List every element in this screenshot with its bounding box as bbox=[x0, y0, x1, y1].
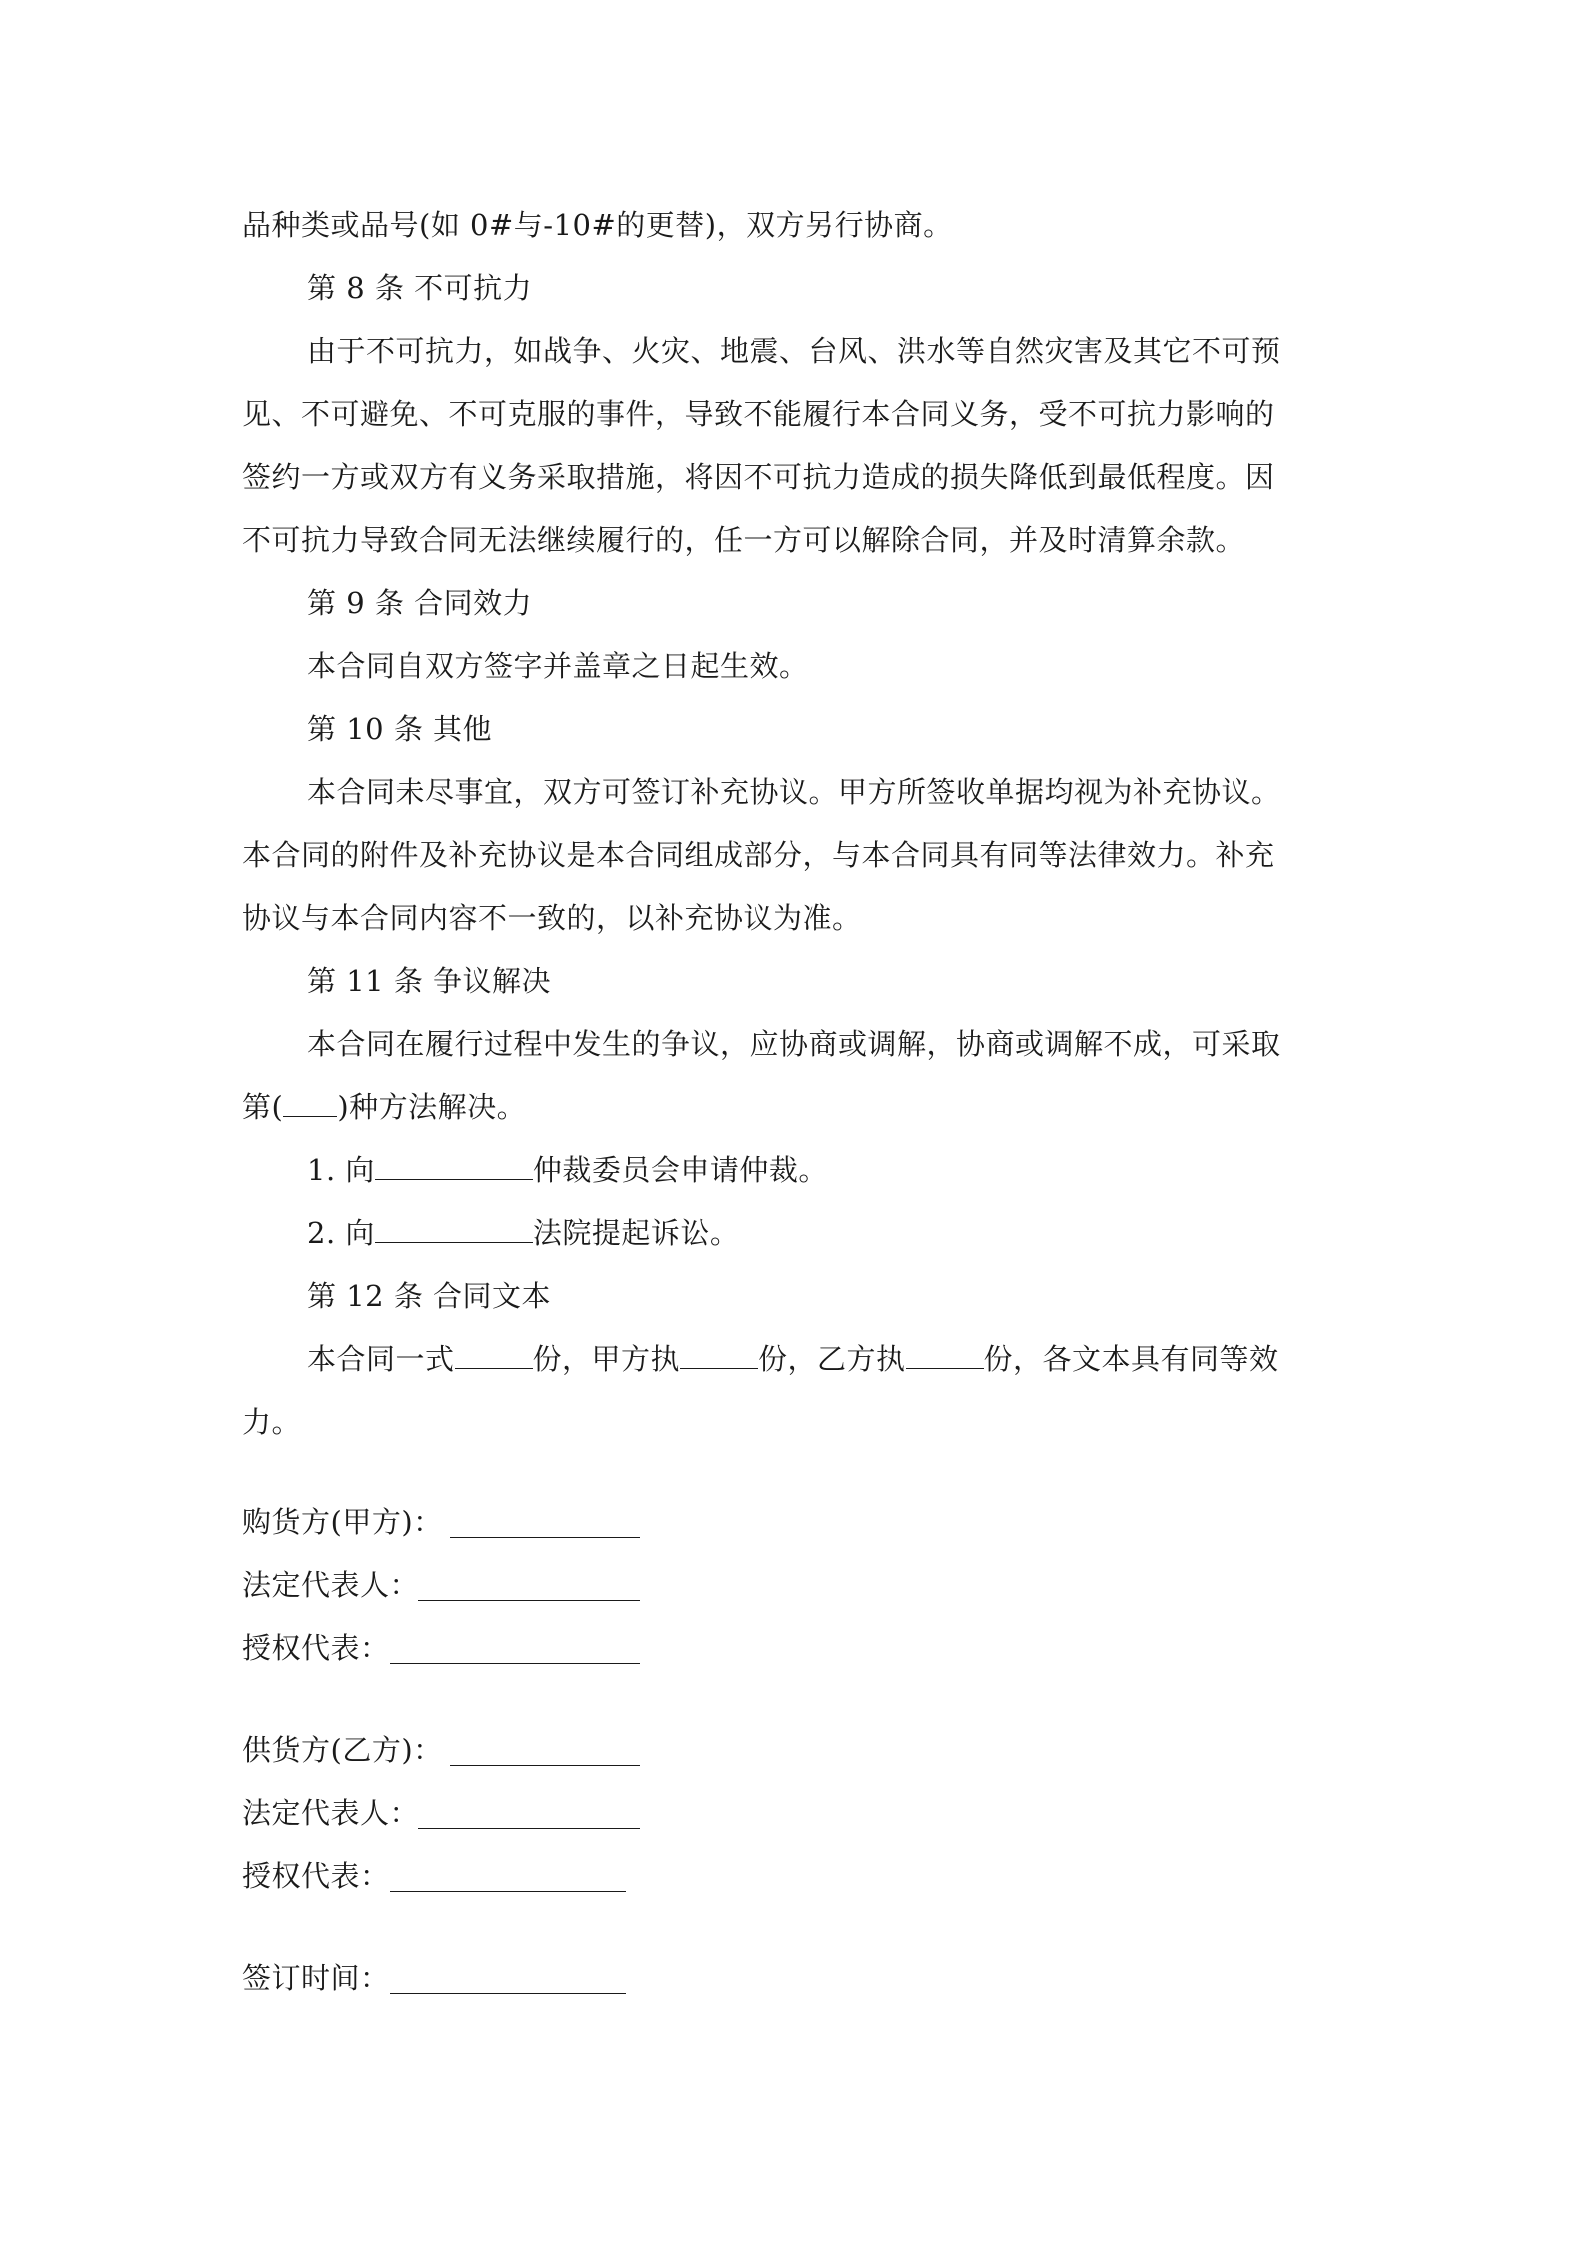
article-10-title: 第 10 条 其他 bbox=[307, 712, 493, 746]
arbitration-option bbox=[307, 1150, 828, 1190]
supplier-legal-rep-label: 法定代表人： bbox=[242, 1796, 420, 1830]
copies-text-4: 份，各文本具有同等效 bbox=[983, 1342, 1279, 1376]
supplier-auth-rep-blank[interactable] bbox=[390, 1890, 626, 1892]
article-11-line-2-suffix: )种方法解决。 bbox=[337, 1090, 527, 1124]
paragraph-continuation: 品种类或品号(如 0#与-10#的更替)，双方另行协商。 bbox=[242, 208, 953, 242]
article-11-line-2 bbox=[242, 1087, 526, 1127]
copies-text-1: 本合同一式 bbox=[307, 1342, 455, 1376]
party-b-copies-blank[interactable] bbox=[906, 1340, 984, 1369]
arbitration-option-suffix: 仲裁委员会申请仲裁。 bbox=[532, 1153, 828, 1187]
article-8-title: 第 8 条 不可抗力 bbox=[307, 271, 533, 305]
supplier-party-blank[interactable] bbox=[450, 1764, 640, 1766]
article-11-title: 第 11 条 争议解决 bbox=[307, 964, 552, 998]
buyer-legal-rep-blank[interactable] bbox=[418, 1599, 640, 1601]
buyer-auth-rep-blank[interactable] bbox=[390, 1662, 640, 1664]
article-9-line-1: 本合同自双方签字并盖章之日起生效。 bbox=[307, 649, 809, 683]
litigation-option-prefix: 2. 向 bbox=[307, 1216, 375, 1250]
copies-text-2: 份，甲方执 bbox=[532, 1342, 681, 1376]
article-12-title: 第 12 条 合同文本 bbox=[307, 1279, 552, 1313]
article-8-line-4: 不可抗力导致合同无法继续履行的，任一方可以解除合同，并及时清算余款。 bbox=[242, 523, 1246, 557]
article-8-line-2: 见、不可避免、不可克服的事件，导致不能履行本合同义务，受不可抗力影响的 bbox=[242, 397, 1275, 431]
method-choice-blank[interactable] bbox=[283, 1088, 337, 1117]
article-8-line-3: 签约一方或双方有义务采取措施，将因不可抗力造成的损失降低到最低程度。因 bbox=[242, 460, 1275, 494]
article-10-line-3: 协议与本合同内容不一致的，以补充协议为准。 bbox=[242, 901, 862, 935]
arbitration-option-prefix: 1. 向 bbox=[307, 1153, 375, 1187]
article-10-line-2: 本合同的附件及补充协议是本合同组成部分，与本合同具有同等法律效力。补充 bbox=[242, 838, 1275, 872]
party-a-copies-blank[interactable] bbox=[680, 1340, 758, 1369]
article-10-line-1: 本合同未尽事宜，双方可签订补充协议。甲方所签收单据均视为补充协议。 bbox=[307, 775, 1281, 809]
buyer-party-label: 购货方(甲方)： bbox=[242, 1505, 443, 1539]
court-blank[interactable] bbox=[375, 1214, 533, 1243]
article-9-title: 第 9 条 合同效力 bbox=[307, 586, 533, 620]
litigation-option-suffix: 法院提起诉讼。 bbox=[532, 1216, 740, 1250]
article-8-line-1: 由于不可抗力，如战争、火灾、地震、台风、洪水等自然灾害及其它不可预 bbox=[307, 334, 1281, 368]
copies-text-3: 份，乙方执 bbox=[758, 1342, 906, 1376]
buyer-auth-rep-label: 授权代表： bbox=[242, 1631, 390, 1665]
total-copies-blank[interactable] bbox=[455, 1340, 533, 1369]
sign-date-blank[interactable] bbox=[390, 1992, 626, 1994]
supplier-auth-rep-label: 授权代表： bbox=[242, 1859, 390, 1893]
buyer-party-blank[interactable] bbox=[450, 1536, 640, 1538]
supplier-party-label: 供货方(乙方)： bbox=[242, 1733, 443, 1767]
article-11-line-1: 本合同在履行过程中发生的争议，应协商或调解，协商或调解不成，可采取 bbox=[307, 1027, 1281, 1061]
supplier-legal-rep-blank[interactable] bbox=[418, 1827, 640, 1829]
article-11-line-2-prefix: 第( bbox=[242, 1090, 284, 1124]
arbitration-committee-blank[interactable] bbox=[375, 1151, 533, 1180]
buyer-legal-rep-label: 法定代表人： bbox=[242, 1568, 420, 1602]
sign-date-label: 签订时间： bbox=[242, 1961, 390, 1995]
litigation-option bbox=[307, 1213, 739, 1253]
article-12-line-1 bbox=[307, 1339, 1279, 1379]
article-12-line-2: 力。 bbox=[242, 1405, 302, 1439]
